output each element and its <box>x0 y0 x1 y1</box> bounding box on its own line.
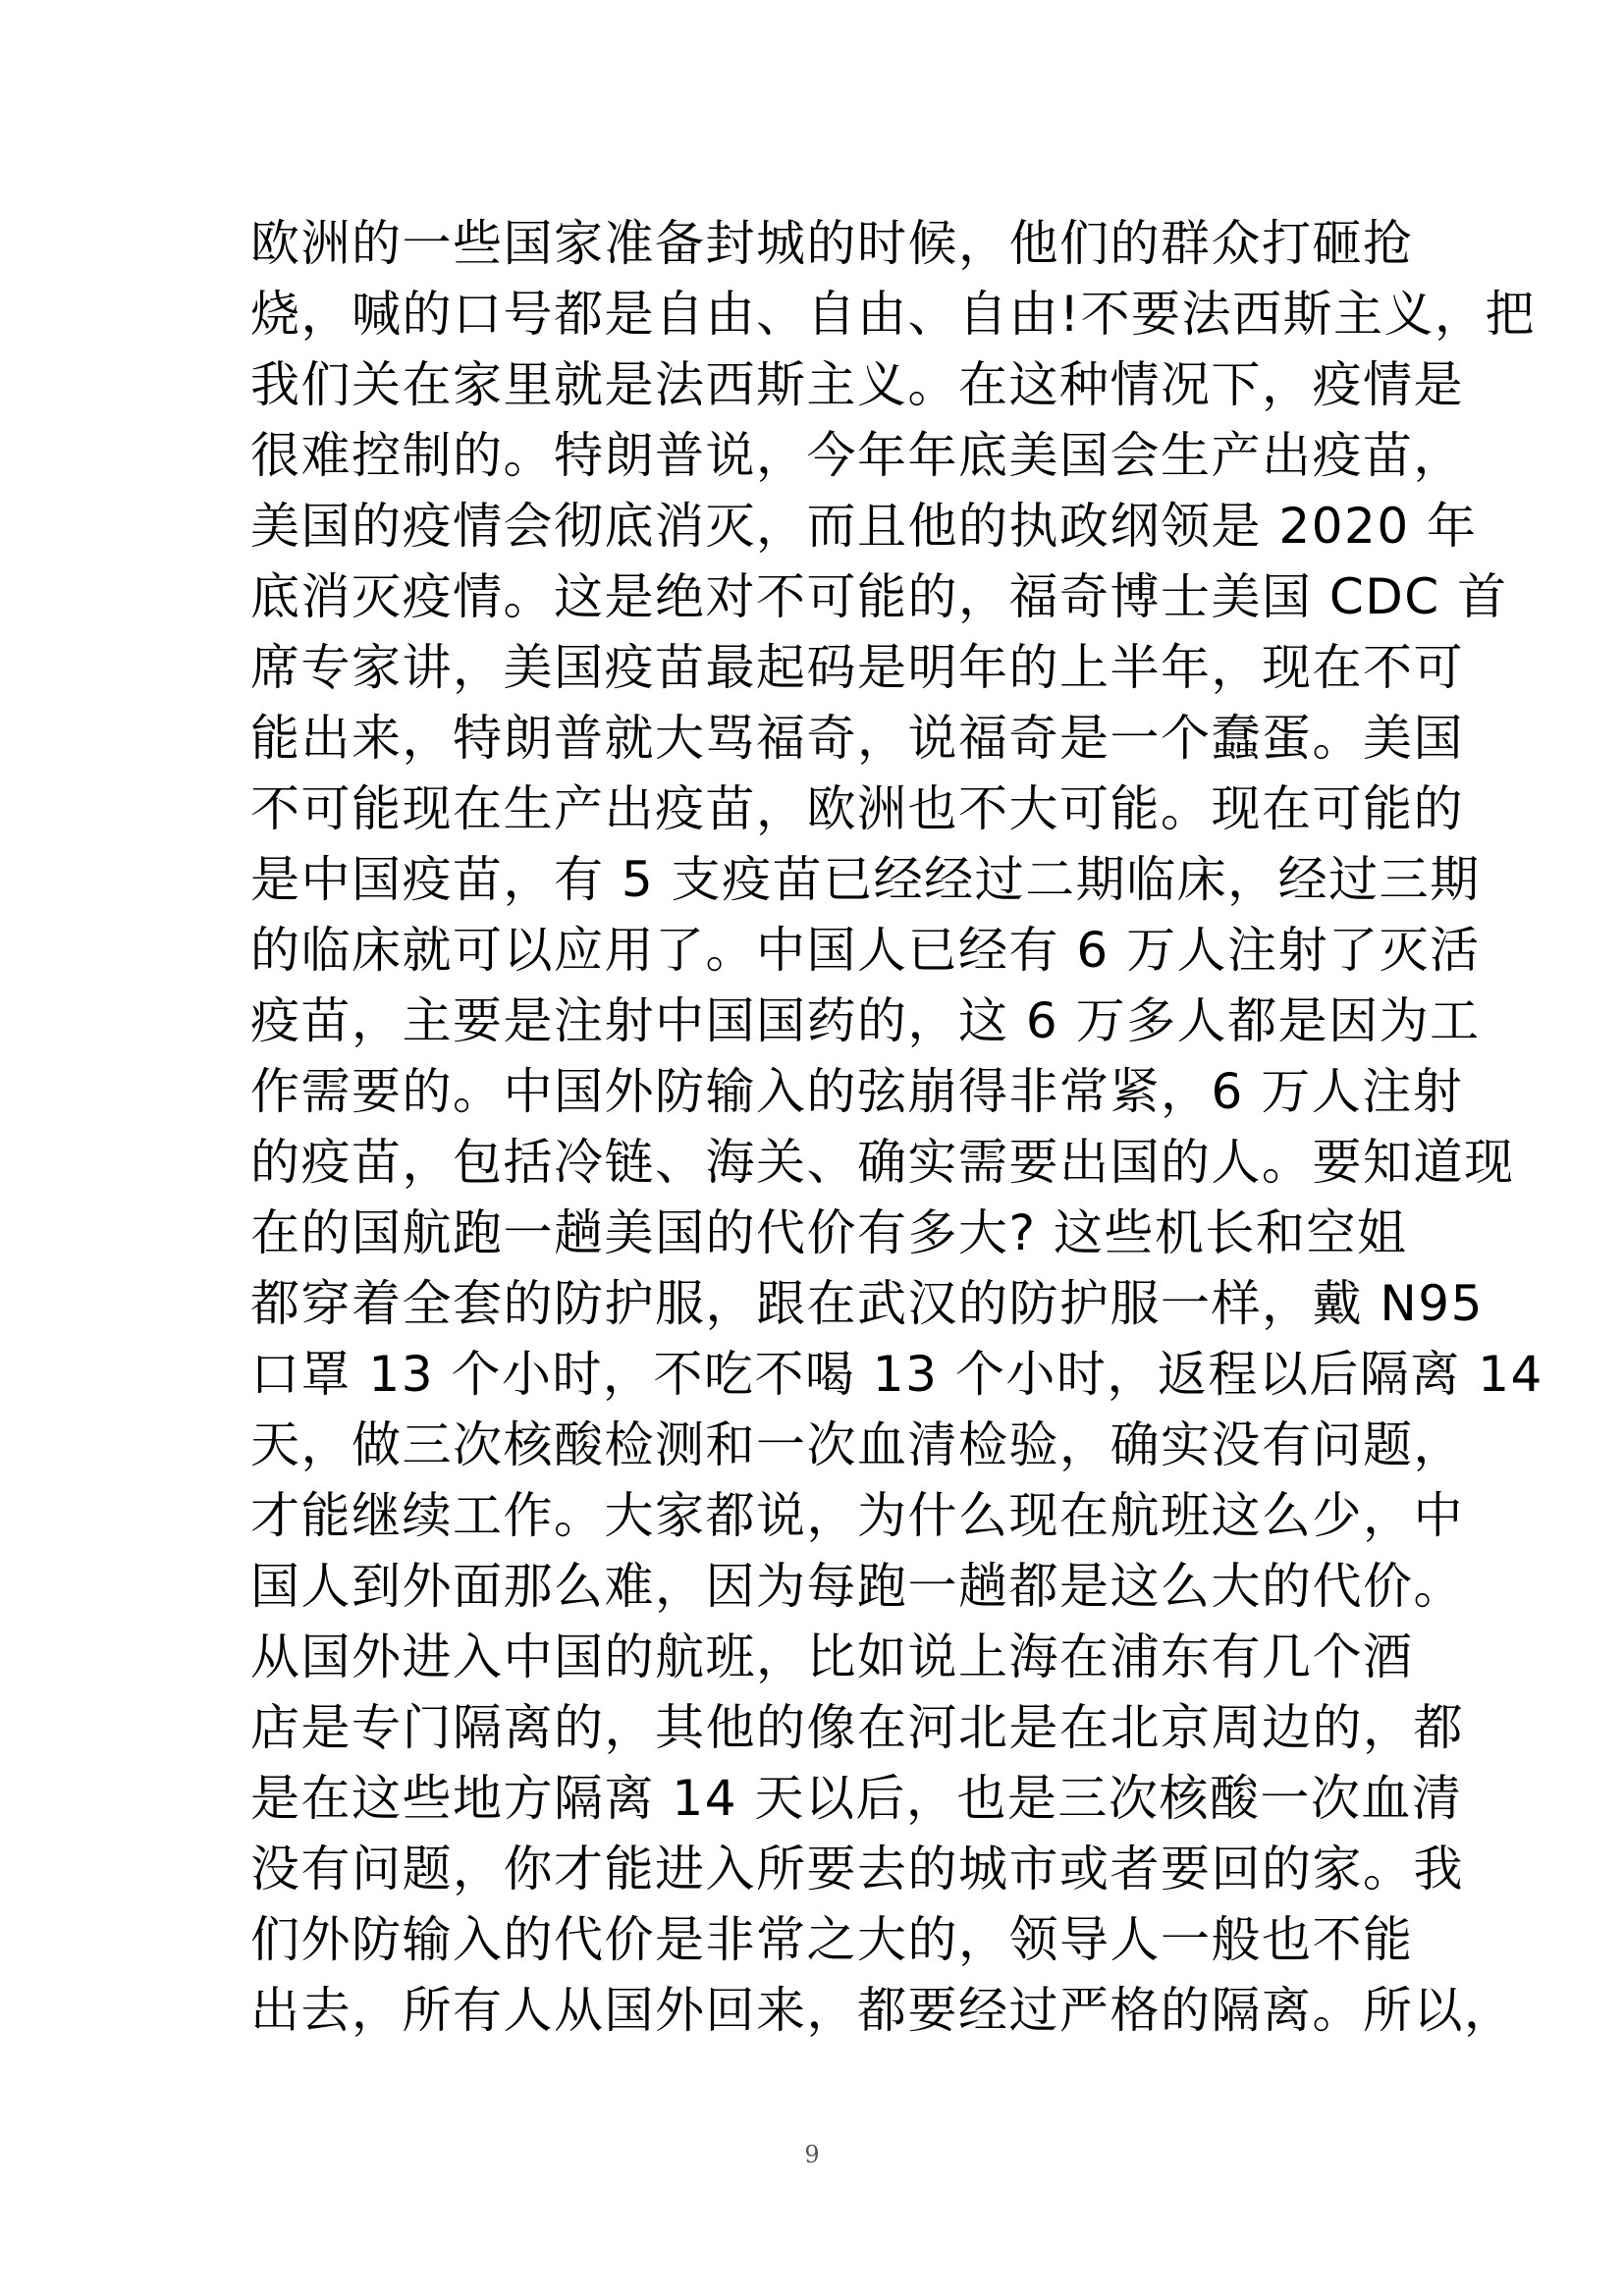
text-line: 作需要的。中国外防输入的弦崩得非常紧，6 万人注射 <box>250 1063 1464 1120</box>
text-line: 我们关在家里就是法西斯主义。在这种情况下，疫情是 <box>250 356 1464 413</box>
text-line: 是中国疫苗，有 5 支疫苗已经经过二期临床，经过三期 <box>250 851 1481 908</box>
text-line: 是在这些地方隔离 14 天以后，也是三次核酸一次血清 <box>250 1770 1463 1827</box>
text-line: 席专家讲，美国疫苗最起码是明年的上半年，现在不可 <box>250 639 1464 696</box>
text-line: 疫苗，主要是注射中国国药的，这 6 万多人都是因为工 <box>250 992 1481 1049</box>
text-line: 出去，所有人从国外回来，都要经过严格的隔离。所以， <box>250 1982 1515 2039</box>
text-line: 底消灭疫情。这是绝对不可能的，福奇博士美国 CDC 首 <box>250 568 1508 625</box>
text-line: 的临床就可以应用了。中国人已经有 6 万人注射了灭活 <box>250 922 1481 979</box>
text-line: 在的国航跑一趟美国的代价有多大? 这些机长和空姐 <box>250 1204 1408 1261</box>
text-line: 们外防输入的代价是非常之大的，领导人一般也不能 <box>250 1911 1414 1968</box>
text-line: 没有问题，你才能进入所要去的城市或者要回的家。我 <box>250 1841 1464 1897</box>
text-line: 的疫苗，包括冷链、海关、确实需要出国的人。要知道现 <box>250 1134 1515 1191</box>
text-line: 天，做三次核酸检测和一次血清检验，确实没有问题， <box>250 1416 1464 1473</box>
text-line: 烧，喊的口号都是自由、自由、自由!不要法西斯主义，把 <box>250 286 1537 343</box>
text-line: 都穿着全套的防护服，跟在武汉的防护服一样，戴 N95 <box>250 1275 1484 1332</box>
text-line: 很难控制的。特朗普说，今年年底美国会生产出疫苗， <box>250 427 1464 484</box>
text-line: 国人到外面那么难，因为每跑一趟都是这么大的代价。 <box>250 1558 1464 1615</box>
text-line: 美国的疫情会彻底消灭，而且他的执政纲领是 2020 年 <box>250 498 1478 555</box>
text-line: 店是专门隔离的，其他的像在河北是在北京周边的，都 <box>250 1699 1464 1756</box>
text-line: 不可能现在生产出疫苗，欧洲也不大可能。现在可能的 <box>250 780 1464 837</box>
text-line: 能出来，特朗普就大骂福奇，说福奇是一个蠢蛋。美国 <box>250 710 1464 767</box>
text-line: 口罩 13 个小时，不吃不喝 13 个小时，返程以后隔离 14 <box>250 1346 1543 1403</box>
page-number: 9 <box>804 2141 820 2168</box>
text-line: 从国外进入中国的航班，比如说上海在浦东有几个酒 <box>250 1629 1414 1685</box>
body-paragraph <box>250 208 1543 2046</box>
text-line: 才能继续工作。大家都说，为什么现在航班这么少，中 <box>250 1487 1464 1544</box>
text-line: 欧洲的一些国家准备封城的时候，他们的群众打砸抢 <box>250 215 1414 272</box>
